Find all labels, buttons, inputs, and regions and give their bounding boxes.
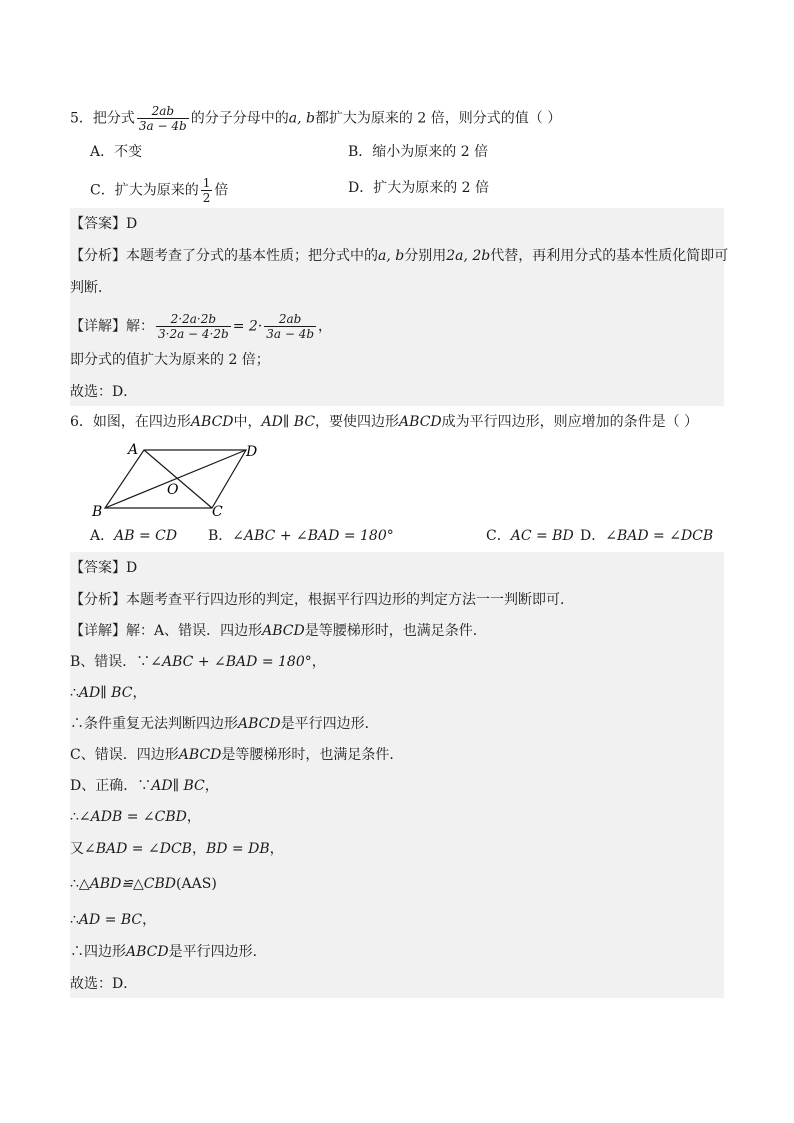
q6-d4-math: ABCD [238,716,281,732]
q5-detail-den1: 3·2a − 4·2b [158,327,229,341]
q6-d8-math2: BD = DB [205,841,270,857]
q6-detail-line12: 故选：D． [70,976,138,992]
q6-d10-math: AD = BC [78,912,143,928]
q5-stem-mid: 的分子分母中的 [190,110,289,127]
q5-option-c[interactable] [90,176,228,205]
q5-analysis-text3: 代替，再利用分式的基本性质化简即可 [490,248,729,264]
q5-stem-text: 5．把分式 [70,110,135,127]
q5-option-b[interactable]: B．缩小为原来的 2 倍 [348,144,489,160]
q5-detail-frac1 [156,312,231,341]
q6-d5-text1: C、错误．四边形 [70,747,179,763]
q6-d11-text1: ∴四边形 [70,944,126,960]
q6-detail-line8 [70,839,284,859]
q6-detail-line10 [70,910,156,930]
q5-frac-num: 2ab [137,104,189,119]
q6-answer: 【答案】D [70,560,138,576]
q6-d2-text2: ， [311,654,326,670]
q6-d8-text1: 又 [70,841,84,857]
vertex-label-a: A [128,442,139,458]
q5-detail-eq: = 2· [232,318,263,335]
q5-stem-end: 都扩大为原来的 2 倍，则分式的值（ ） [314,110,562,127]
q6-d11-math: ABCD [126,944,169,960]
q6-stem-text3: ，要使四边形 [315,414,400,430]
q5-stem [70,104,561,133]
center-label-o: O [167,482,179,498]
q6-detail-line6 [70,776,219,796]
q6-detail-line11 [70,942,267,962]
q6-stem-text2: 中， [233,414,262,430]
q5-option-c-den: 2 [202,191,211,205]
q6-d10-text1: ∴ [70,912,79,928]
q6-d9-math: △ABD≌△CBD [78,876,177,892]
vertex-label-c: C [212,504,223,520]
q6-option-d[interactable] [580,526,713,546]
q5-analysis-text2: 分别用 [404,248,447,264]
q6-stem-text4: 成为平行四边形，则应增加的条件是（ ） [441,414,699,430]
q5-detail-num1: 2·2a·2b [156,312,231,327]
q5-answer: 【答案】D [70,216,138,232]
diagonal-bd [105,450,246,508]
q5-option-c-fraction [201,176,213,205]
q5-analysis [70,246,728,266]
q6-d4-text1: ∴条件重复无法判断四边形 [70,716,238,732]
q6-stem [70,412,698,432]
q6-d1-text2: 是等腰梯形时，也满足条件． [304,623,487,639]
q6-d2-math: ∠ABC + ∠BAD = 180° [150,654,312,670]
q5-detail [70,312,332,341]
q5-detail-den2: 3a − 4b [266,327,315,341]
q6-d3-text1: ∴ [70,685,79,701]
q6-d5-math: ABCD [178,747,222,763]
q6-d3-math: AD∥ BC [78,685,133,701]
q6-solution-panel [70,552,724,998]
q5-option-c-suffix: 倍 [214,182,229,199]
q6-d4-text2: 是平行四边形． [280,716,379,732]
q6-d9-text1: ∴ [70,876,79,892]
q5-vars: a, b [288,110,315,127]
q6-stem-abcd2: ABCD [399,414,442,430]
q6-d8-sep: ， [191,841,206,857]
q6-d8-end: ， [269,841,284,857]
q6-d7-text1: ∴ [70,809,79,825]
q5-analysis-sub: 2a, 2b [446,248,491,264]
q6-d9-reason: (AAS) [176,876,217,892]
q6-detail-line2 [70,652,326,672]
q5-detail-line3: 故选：D． [70,384,138,400]
q6-option-c-label: C． [486,528,511,544]
q6-d11-text2: 是平行四边形． [168,944,267,960]
q5-analysis-vars: a, b [378,248,405,264]
q6-option-a-label: A． [90,528,115,544]
q5-solution-panel [70,208,724,406]
q6-option-c-expr: AC = BD [510,528,574,544]
vertex-label-b: B [92,504,103,520]
q6-d7-math: ∠ADB = ∠CBD [78,809,187,825]
q6-option-b-expr: ∠ABC + ∠BAD = 180° [232,528,394,544]
q6-d7-text2: ， [186,809,201,825]
q6-detail-line9 [70,874,217,894]
q6-detail-line5 [70,745,403,765]
q6-stem-condition: AD∥ BC [261,414,316,430]
q6-detail-line1 [70,621,487,641]
q5-frac-den: 3a − 4b [138,119,187,133]
q6-d1-math: ABCD [262,623,305,639]
q5-option-c-text: C．扩大为原来的 [90,182,199,199]
q6-d6-text2: ， [204,778,219,794]
q5-detail-num2: 2ab [264,312,316,327]
q5-detail-frac2 [264,312,316,341]
q6-d5-text2: 是等腰梯形时，也满足条件． [221,747,404,763]
q6-d8-math1: ∠BAD = ∠DCB [84,841,192,857]
q6-d6-math: AD∥ BC [151,778,205,794]
q6-option-a[interactable] [90,526,177,546]
q6-stem-abcd: ABCD [190,414,234,430]
q6-option-c[interactable] [486,526,574,546]
q6-analysis: 【分析】本题考查平行四边形的判定，根据平行四边形的判定方法一一判断即可． [70,592,574,608]
q6-option-b[interactable] [208,526,394,546]
q5-option-c-num: 1 [202,176,211,190]
q6-detail-line4 [70,714,379,734]
q5-detail-label: 【详解】解： [70,318,154,335]
vertex-label-d: D [246,444,258,460]
q5-detail-line2: 即分式的值扩大为原来的 2 倍； [70,352,270,368]
q6-d10-text2: ， [142,912,157,928]
q6-option-d-expr: ∠BAD = ∠DCB [605,528,714,544]
q6-option-a-expr: AB = CD [114,528,178,544]
q5-option-a[interactable]: A．不变 [90,144,143,160]
q6-d2-text1: B、错误．∵ [70,654,151,670]
diagonal-ac [144,450,212,508]
q6-detail-line3 [70,683,146,703]
q6-detail-line7 [70,807,201,827]
q6-option-d-label: D． [580,528,606,544]
q5-option-d[interactable]: D．扩大为原来的 2 倍 [348,180,490,196]
q6-d6-text1: D、正确．∵ [70,778,152,794]
q6-d3-text2: ， [132,685,147,701]
q6-d1-text1: 【详解】解：A、错误．四边形 [70,623,263,639]
q6-option-b-label: B． [208,528,233,544]
q6-parallelogram-figure [88,436,268,520]
q5-analysis-line2: 判断． [70,280,112,296]
q6-stem-text1: 6．如图，在四边形 [70,414,191,430]
q5-analysis-text1: 【分析】本题考查了分式的基本性质；把分式中的 [70,248,378,264]
q5-detail-end: ， [318,318,333,335]
q5-fraction [137,104,189,133]
